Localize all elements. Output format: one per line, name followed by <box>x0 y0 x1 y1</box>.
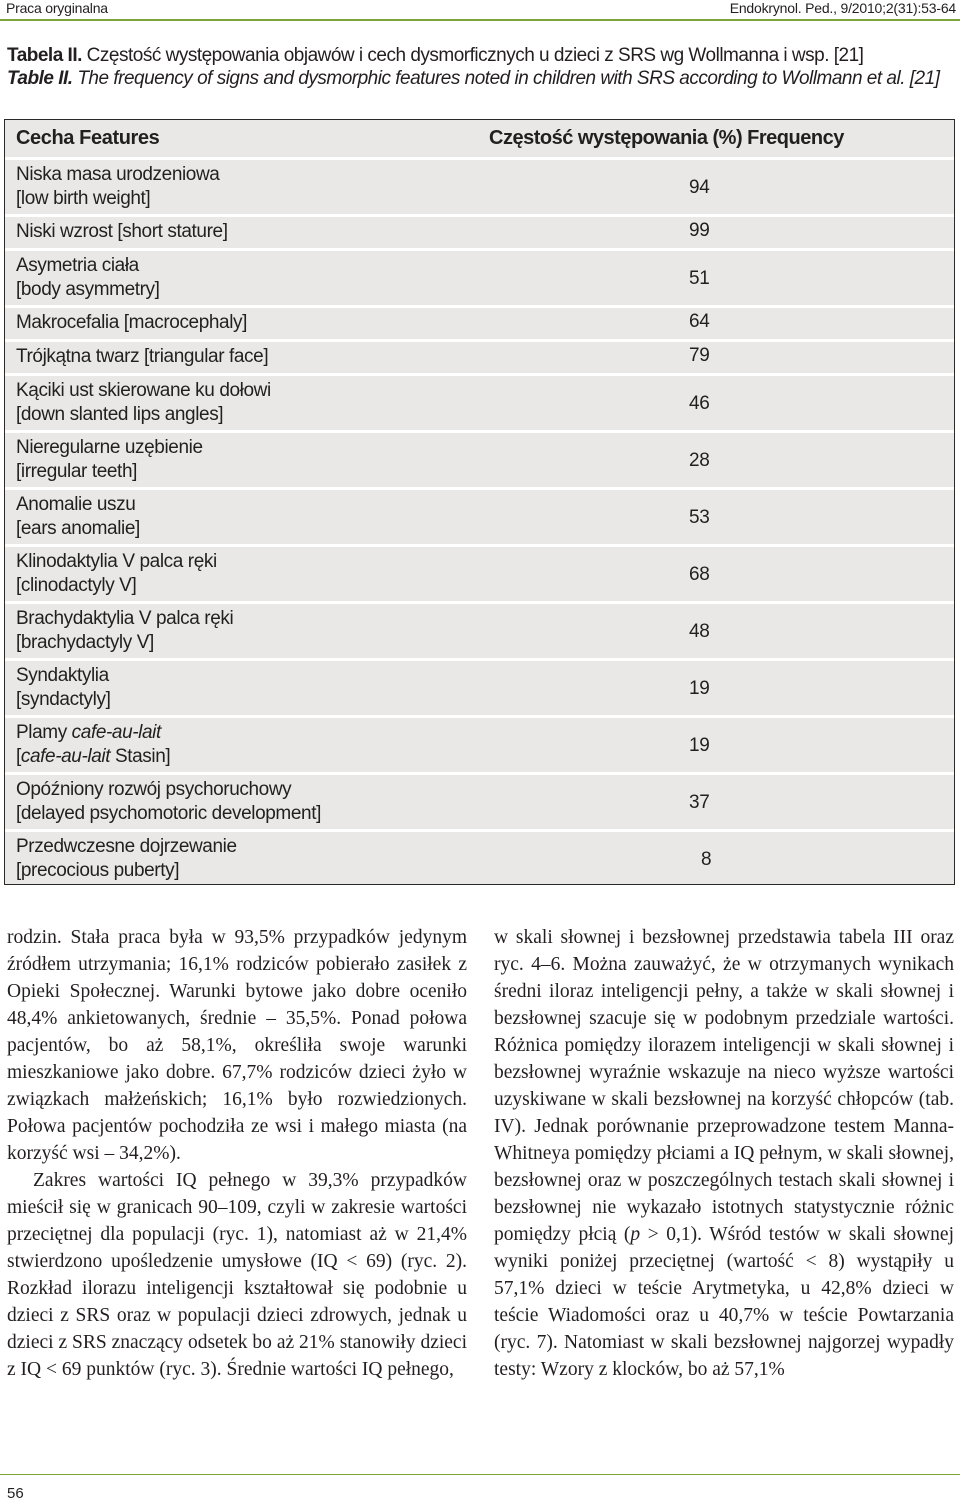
feature-label-pl: Nieregularne uzębienie <box>16 437 203 458</box>
table-row <box>5 430 954 487</box>
frequency-cell: 53 <box>689 507 710 528</box>
feature-label-en: [brachydactyly V] <box>16 632 154 653</box>
feature-cell <box>16 835 656 883</box>
feature-label-pl: Przedwczesne dojrzewanie <box>16 836 237 857</box>
col-header-features: Cecha Features <box>16 127 160 149</box>
feature-label-pl: Kąciki ust skierowane ku dołowi <box>16 380 271 401</box>
caption-polish <box>7 44 939 67</box>
caption-english <box>7 67 939 90</box>
feature-cell <box>16 778 656 826</box>
table-row <box>5 601 954 658</box>
footer-rule <box>0 1474 960 1475</box>
table-row <box>5 157 954 214</box>
paragraph: Zakres wartości IQ pełnego w 39,3% przypadków mieścił się w granicach 90–109, czyli w zakresie wartości przeciętnej dla populacji (ryc. 1), natomiast aż w 21,4% stwierdzono upośledzenie umysłowe (IQ < 69) (ryc. 2). Rozkład ilorazu inteligencji kształtował się podobnie u dzieci z SRS oraz w populacji dzieci zdrowych, jednak u dzieci z SRS znaczący odsetek bo aż 21% stanowiły dzieci z IQ < 69 punktów (ryc. 3). Średnie wartości IQ pełnego, <box>7 1170 467 1380</box>
caption-text-pl: Częstość występowania objawów i cech dysmorficznych u dzieci z SRS wg Wollmanna i wsp. [21] <box>81 45 864 66</box>
table-row <box>5 373 954 430</box>
table-header <box>5 120 954 157</box>
features-table <box>4 119 955 885</box>
feature-label-en: [clinodactyly V] <box>16 575 137 596</box>
frequency-cell: 19 <box>689 678 710 699</box>
feature-cell <box>16 379 656 427</box>
table-row <box>5 544 954 601</box>
caption-text-en: The frequency of signs and dysmorphic features noted in children with SRS according to Wollmann et al. [21] <box>72 68 940 89</box>
table-row <box>5 305 954 339</box>
body-column-left <box>7 924 467 1383</box>
p-symbol: p <box>630 1224 641 1245</box>
table-row <box>5 658 954 715</box>
article-type: Praca oryginalna <box>6 0 108 16</box>
frequency-cell: 64 <box>689 311 710 332</box>
caption-label-pl: Tabela II. <box>7 45 82 66</box>
col-header-frequency: Częstość występowania (%) Frequency <box>489 127 844 149</box>
feature-label-en: [cafe-au-lait Stasin] <box>16 746 171 767</box>
feature-label-pl: Plamy cafe-au-lait <box>16 722 161 743</box>
feature-label-en: [low birth weight] <box>16 188 151 209</box>
feature-label-en: [irregular teeth] <box>16 461 137 482</box>
feature-label-pl: Opóźniony rozwój psychoruchowy <box>16 779 292 800</box>
table-row <box>5 248 954 305</box>
frequency-cell: 28 <box>689 450 710 471</box>
feature-label-pl: Klinodaktylia V palca ręki <box>16 551 217 572</box>
feature-label-pl: Asymetria ciała <box>16 255 139 276</box>
table-row <box>5 715 954 772</box>
feature-label-en: [delayed psychomotoric development] <box>16 803 321 824</box>
running-header <box>0 0 960 20</box>
table-row <box>5 339 954 373</box>
frequency-cell: 48 <box>689 621 710 642</box>
frequency-cell: 37 <box>689 792 710 813</box>
feature-label-en: [precocious puberty] <box>16 860 180 881</box>
paragraph-text: > 0,1). Wśród testów w skali słownej wyniki poniżej przeciętnej (wartość < 8) wystąpiły u 57,1% dzieci w teście Arytmetyka, u 42,8% dzieci w teście Wiadomości oraz u 40,7% w teście Powtarzania (ryc. 7). Natomiast w skali bezsłownej najgorzej wypadły testy: Wzory z klocków, bo aż 57,1% <box>494 1224 954 1380</box>
table-row <box>5 829 954 886</box>
paragraph: rodzin. Stała praca była w 93,5% przypadków jedynym źródłem utrzymania; 16,1% rodziców pobierało zasiłek z Opieki Społecznej. Warunki bytowe jako dobre oceniło 48,4% ankietowanych, średnie – 35,5%. Ponad połowa pacjentów, bo aż 58,1%, określiła swoje warunki mieszkaniowe jako dobre. 67,7% rodziców dzieci żyło w związkach małżeńskich; 16,1% było rozwiedzionych. Połowa pacjentów pochodziła ze wsi i małego miasta (na korzyść wsi – 34,2%). <box>7 927 467 1164</box>
feature-cell <box>16 550 656 598</box>
header-rule <box>0 19 960 21</box>
frequency-cell: 51 <box>689 268 710 289</box>
feature-label-pl: Syndaktylia <box>16 665 109 686</box>
feature-label-pl: Niska masa urodzeniowa <box>16 164 220 185</box>
journal-citation: Endokrynol. Ped., 9/2010;2(31):53-64 <box>729 0 956 16</box>
table-row <box>5 772 954 829</box>
table-caption <box>7 44 939 90</box>
caption-label-en: Table II. <box>7 68 73 89</box>
body-column-right <box>494 924 954 1383</box>
frequency-cell: 8 <box>701 849 712 870</box>
feature-label-en: [syndactyly] <box>16 689 111 710</box>
frequency-cell: 94 <box>689 177 710 198</box>
feature-label-en: [ears anomalie] <box>16 518 140 539</box>
frequency-cell: 99 <box>689 220 710 241</box>
feature-cell <box>16 607 656 655</box>
paragraph <box>494 924 954 1383</box>
feature-cell <box>16 721 656 769</box>
frequency-cell: 79 <box>689 345 710 366</box>
frequency-cell: 19 <box>689 735 710 756</box>
table-row <box>5 487 954 544</box>
feature-cell <box>16 220 656 244</box>
frequency-cell: 68 <box>689 564 710 585</box>
feature-cell <box>16 254 656 302</box>
table-row <box>5 214 954 248</box>
feature-cell <box>16 163 656 211</box>
feature-cell <box>16 345 656 369</box>
feature-label-en: [body asymmetry] <box>16 279 160 300</box>
feature-cell <box>16 436 656 484</box>
frequency-cell: 46 <box>689 393 710 414</box>
page-number: 56 <box>7 1485 24 1502</box>
feature-label-pl: Niski wzrost [short stature] <box>16 221 228 242</box>
feature-label-pl: Brachydaktylia V palca ręki <box>16 608 234 629</box>
feature-cell <box>16 664 656 712</box>
paragraph-text: w skali słownej i bezsłownej przedstawia tabela III oraz ryc. 4–6. Można zauważyć, że w otrzymanych wynikach średni iloraz inteligencji pełny, a także w skali słownej i bezsłownej szacuje się w podobnym przedziale wartości. Różnica pomiędzy ilorazem inteligencji w skali słownej i bezsłownej wyraźnie wskazuje na nieco wyższe wartości uzyskiwane w skali bezsłownej na korzyść chłopców (tab. IV). Jednak porównanie przeprowadzone testem Manna-Whitneya pomiędzy płciami a IQ pełnym, w skali słownej, bezsłownej oraz w poszczególnych testach skali słownej i bezsłownej nie wykazało istotnych statystycznie różnic pomiędzy płcią ( <box>494 927 954 1245</box>
feature-cell <box>16 311 656 335</box>
feature-label-en: [down slanted lips angles] <box>16 404 224 425</box>
feature-label-pl: Makrocefalia [macrocephaly] <box>16 312 248 333</box>
feature-label-pl: Trójkątna twarz [triangular face] <box>16 346 269 367</box>
feature-cell <box>16 493 656 541</box>
feature-label-pl: Anomalie uszu <box>16 494 136 515</box>
